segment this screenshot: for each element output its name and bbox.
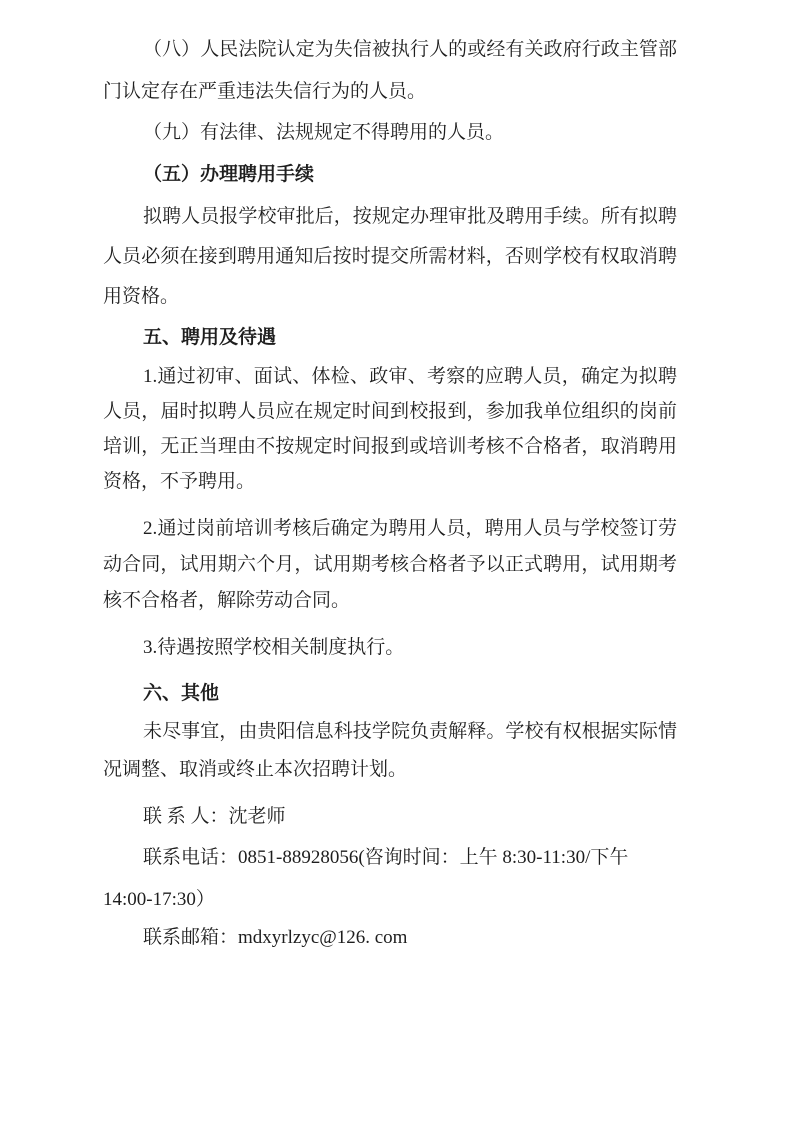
section-heading: （五）办理聘用手续 — [143, 164, 315, 185]
section-heading: 六、其他 — [143, 683, 220, 704]
contact-person: 联 系 人：沈老师 — [143, 806, 286, 827]
text-line: 人员必须在接到聘用通知后按时提交所需材料，否则学校有权取消聘 — [103, 246, 677, 267]
text-line: 核不合格者，解除劳动合同。 — [103, 590, 351, 611]
text-line: 资格，不予聘用。 — [103, 471, 256, 492]
text-line: 人员，届时拟聘人员应在规定时间到校报到，参加我单位组织的岗前 — [103, 401, 677, 422]
text-line: 拟聘人员报学校审批后，按规定办理审批及聘用手续。所有拟聘 — [143, 206, 677, 227]
text-line: 门认定存在严重违法失信行为的人员。 — [103, 81, 427, 102]
contact-phone-continuation: 14:00-17:30） — [103, 889, 215, 910]
text-line: 培训，无正当理由不按规定时间报到或培训考核不合格者，取消聘用 — [103, 436, 677, 457]
text-line: 未尽事宜，由贵阳信息科技学院负责解释。学校有权根据实际情 — [143, 721, 677, 742]
text-line: 况调整、取消或终止本次招聘计划。 — [103, 759, 408, 780]
contact-email: 联系邮箱：mdxyrlzyc@126. com — [143, 927, 408, 948]
text-line: 2.通过岗前培训考核后确定为聘用人员，聘用人员与学校签订劳 — [143, 518, 677, 539]
text-line: 用资格。 — [103, 286, 180, 307]
text-line: 动合同，试用期六个月，试用期考核合格者予以正式聘用，试用期考 — [103, 554, 677, 575]
text-line: 1.通过初审、面试、体检、政审、考察的应聘人员，确定为拟聘 — [143, 366, 677, 387]
text-line: 3.待遇按照学校相关制度执行。 — [143, 637, 405, 658]
contact-phone: 联系电话：0851-88928056(咨询时间：上午 8:30-11:30/下午 — [143, 847, 629, 868]
text-line: （八）人民法院认定为失信被执行人的或经有关政府行政主管部 — [143, 39, 677, 60]
text-line: （九）有法律、法规规定不得聘用的人员。 — [143, 122, 505, 143]
section-heading: 五、聘用及待遇 — [143, 327, 277, 348]
